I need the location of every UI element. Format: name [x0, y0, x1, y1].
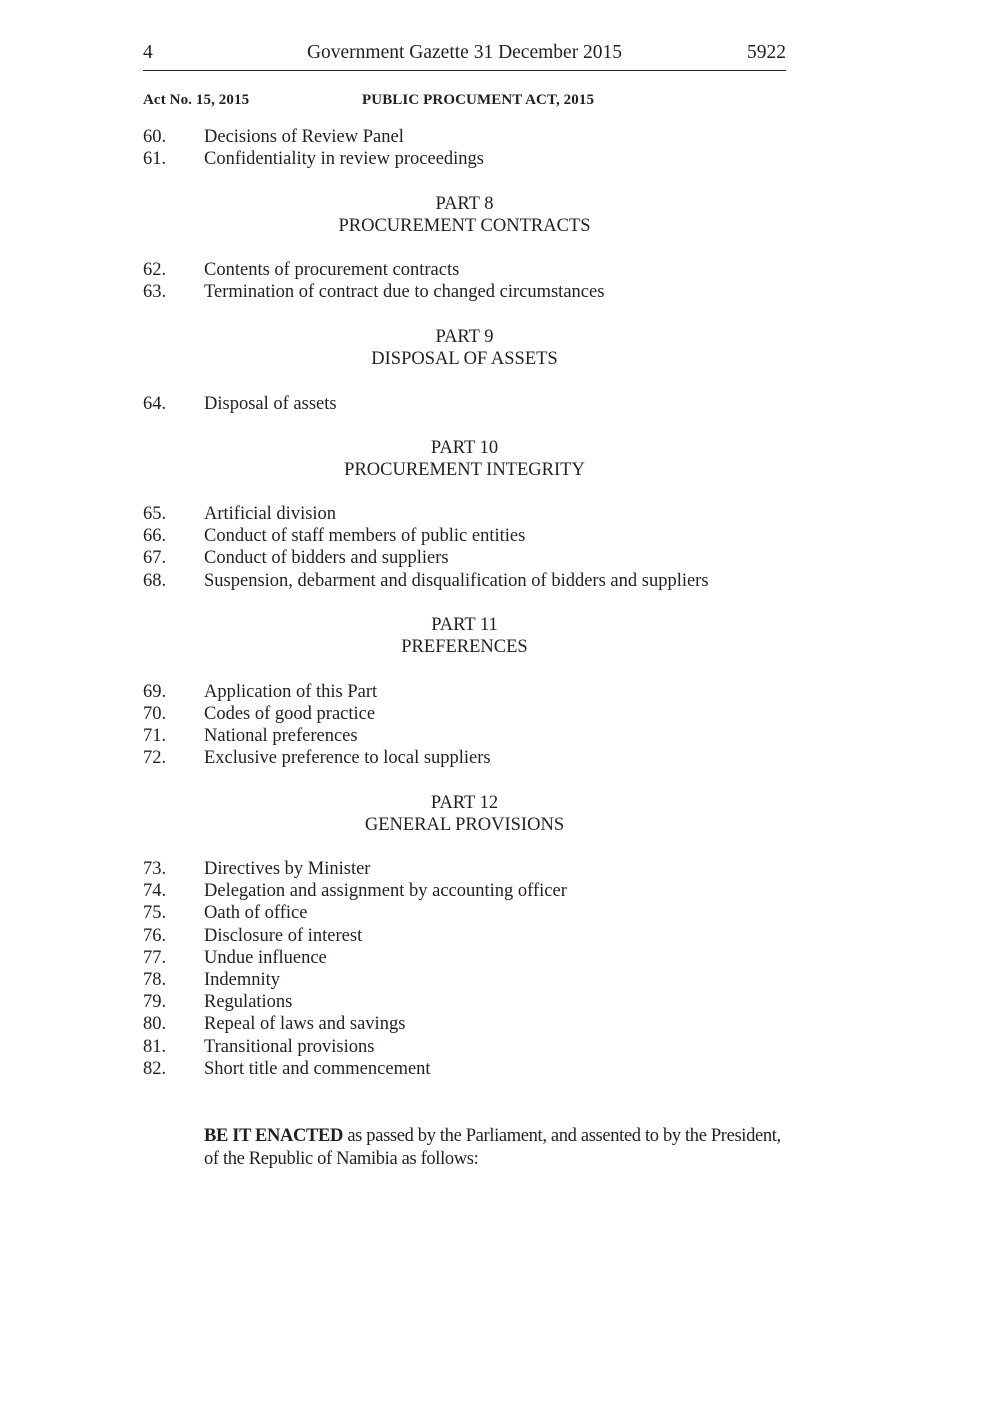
- part-title: GENERAL PROVISIONS: [364, 815, 565, 835]
- section-title: Confidentiality in review proceedings: [204, 149, 484, 169]
- gazette-header: [143, 42, 786, 68]
- act-number: Act No. 15, 2015: [143, 92, 250, 108]
- section-title: Short title and commencement: [204, 1059, 431, 1079]
- section-number: 72.: [143, 748, 167, 768]
- section-number: 80.: [143, 1014, 167, 1034]
- gazette-number: 5922: [747, 42, 786, 63]
- section-number: 79.: [143, 992, 167, 1012]
- section-title: Conduct of staff members of public entities: [204, 526, 526, 546]
- section-number: 71.: [143, 726, 167, 746]
- section-number: 67.: [143, 548, 167, 568]
- section-title: Artificial division: [204, 504, 337, 524]
- enacting-clause: [204, 1125, 786, 1170]
- section-number: 77.: [143, 948, 167, 968]
- section-title: Suspension, debarment and disqualification of bidders and suppliers: [204, 571, 709, 591]
- section-number: 62.: [143, 260, 167, 280]
- section-title: Decisions of Review Panel: [204, 127, 404, 147]
- section-title: Oath of office: [204, 903, 308, 923]
- part-title: DISPOSAL OF ASSETS: [371, 349, 558, 369]
- section-number: 64.: [143, 394, 167, 414]
- section-title: Codes of good practice: [204, 704, 376, 724]
- part-label: PART 10: [430, 438, 499, 458]
- section-number: 81.: [143, 1037, 167, 1057]
- section-title: Repeal of laws and savings: [204, 1014, 406, 1034]
- section-number: 73.: [143, 859, 167, 879]
- section-title: Contents of procurement contracts: [204, 260, 460, 280]
- part-label: PART 8: [435, 194, 494, 214]
- gazette-title: Government Gazette 31 December 2015: [306, 42, 623, 63]
- enacting-formula: BE IT ENACTED: [204, 1126, 344, 1146]
- section-number: 60.: [143, 127, 167, 147]
- section-number: 61.: [143, 149, 167, 169]
- section-number: 76.: [143, 926, 167, 946]
- section-title: Transitional provisions: [204, 1037, 375, 1057]
- section-title: Exclusive preference to local suppliers: [204, 748, 491, 768]
- section-title: Termination of contract due to changed circumstances: [204, 282, 605, 302]
- section-title: Undue influence: [204, 948, 327, 968]
- section-number: 65.: [143, 504, 167, 524]
- section-number: 82.: [143, 1059, 167, 1079]
- section-number: 75.: [143, 903, 167, 923]
- section-number: 66.: [143, 526, 167, 546]
- section-title: Indemnity: [204, 970, 281, 990]
- act-title: PUBLIC PROCUMENT ACT, 2015: [362, 92, 595, 108]
- part-title: PROCUREMENT INTEGRITY: [344, 460, 585, 480]
- section-title: Delegation and assignment by accounting officer: [204, 881, 567, 901]
- section-title: Disposal of assets: [204, 394, 337, 414]
- section-title: Application of this Part: [204, 682, 378, 702]
- section-title: Conduct of bidders and suppliers: [204, 548, 449, 568]
- page-number: 4: [143, 42, 153, 63]
- enacting-text: as passed by the Parliament, and assented to by the President, of the Republic of Namibia as follows:: [204, 1126, 781, 1169]
- section-number: 70.: [143, 704, 167, 724]
- section-number: 74.: [143, 881, 167, 901]
- part-title: PREFERENCES: [401, 637, 528, 657]
- section-number: 63.: [143, 282, 167, 302]
- part-label: PART 12: [430, 793, 499, 813]
- section-number: 69.: [143, 682, 167, 702]
- section-title: Regulations: [204, 992, 293, 1012]
- section-number: 68.: [143, 571, 167, 591]
- section-title: Disclosure of interest: [204, 926, 363, 946]
- section-title: National preferences: [204, 726, 358, 746]
- header-rule: [143, 70, 786, 71]
- part-label: PART 11: [431, 615, 498, 635]
- section-number: 78.: [143, 970, 167, 990]
- part-title: PROCUREMENT CONTRACTS: [338, 216, 591, 236]
- part-label: PART 9: [435, 327, 494, 347]
- section-title: Directives by Minister: [204, 859, 371, 879]
